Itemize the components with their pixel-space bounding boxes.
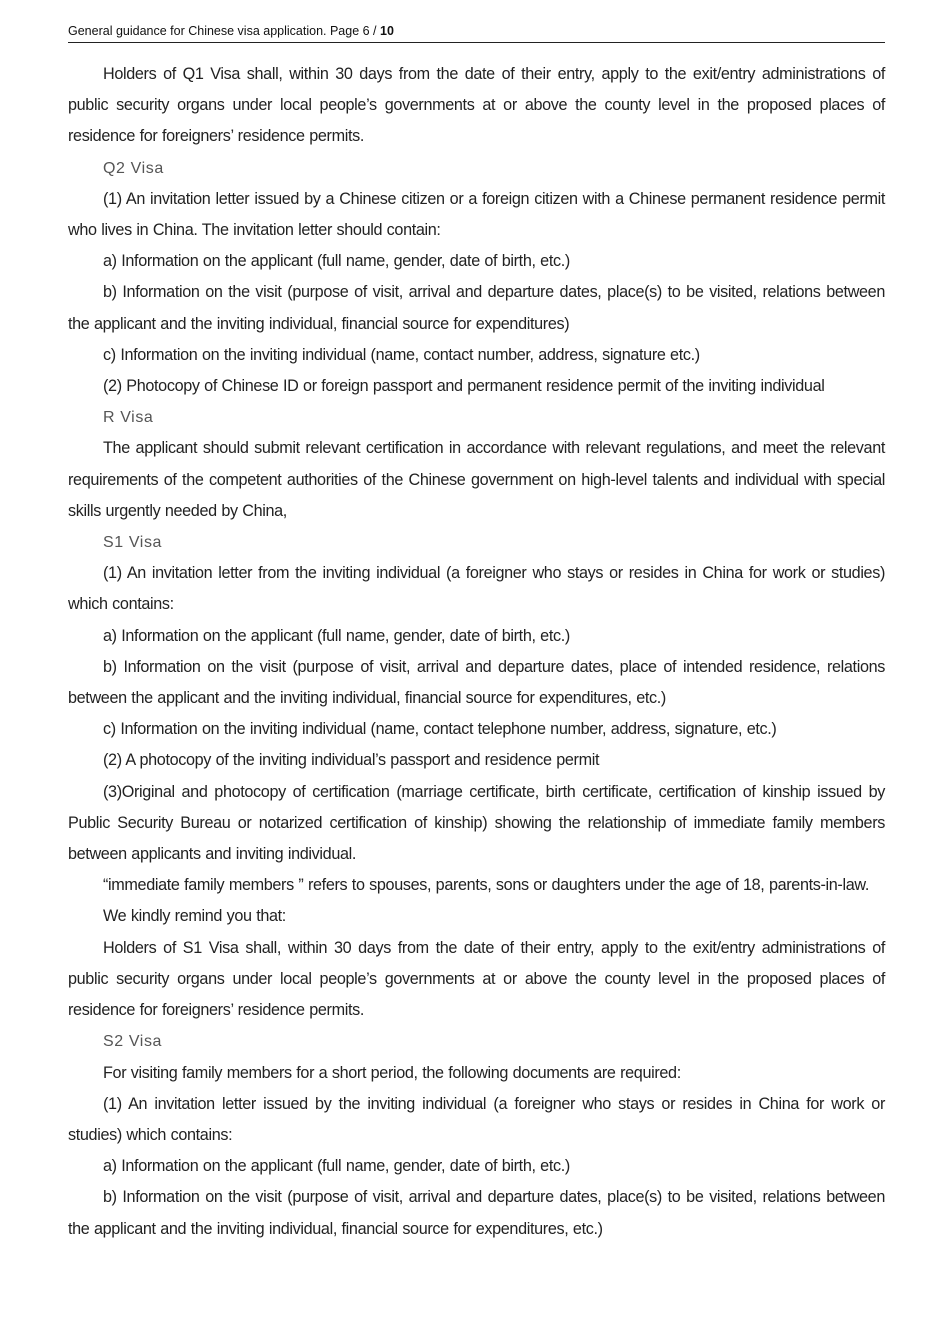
paragraph-q2-applicant-info: a) Information on the applicant (full name, gender, date of birth, etc.) (103, 252, 570, 271)
paragraph-q2-invitation: (1) An invitation letter issued by a Chinese citizen or a foreign citizen with a Chinese permanent residence permit who lives in China. The invitation letter should contain: (68, 189, 885, 240)
paragraph-s1-reminder-intro: We kindly remind you that: (103, 907, 286, 926)
section-heading-q2-visa: Q2 Visa (103, 159, 164, 177)
paragraph-r-certification: The applicant should submit relevant certification in accordance with relevant regulations, and meet the relevant requirements of the competent authorities of the Chinese government on high-level talents and individual with special skills urgently needed by China, (68, 439, 885, 520)
document-body (68, 59, 885, 1245)
paragraph-q1-reminder: Holders of Q1 Visa shall, within 30 days from the date of their entry, apply to the exit/entry administrations of public security organs under local people’s governments at or above the county level in the proposed places of residence for foreigners’ residence permits. (68, 65, 885, 146)
paragraph-s2-applicant-info: a) Information on the applicant (full name, gender, date of birth, etc.) (103, 1157, 570, 1176)
paragraph-s1-kinship-certification: (3)Original and photocopy of certification (marriage certificate, birth certificate, certification of kinship issued by Public Security Bureau or notarized certification of kinship) showing the relationship of immediate family members between applicants and inviting individual. (68, 782, 885, 864)
paragraph-q2-photocopy: (2) Photocopy of Chinese ID or foreign passport and permanent residence permit of the inviting individual (103, 377, 825, 396)
paragraph-s2-intro: For visiting family members for a short period, the following documents are required: (103, 1063, 681, 1082)
header-total-pages: 10 (380, 24, 394, 38)
section-heading-r-visa: R Visa (103, 409, 154, 427)
paragraph-s1-reminder: Holders of S1 Visa shall, within 30 days from the date of their entry, apply to the exit/entry administrations of public security organs under local people’s governments at or above the county level in the proposed places of residence for foreigners’ residence permits. (68, 938, 885, 1020)
section-heading-s2-visa: S2 Visa (103, 1033, 163, 1051)
paragraph-s2-invitation: (1) An invitation letter issued by the inviting individual (a foreigner who stays or resides in China for work or studies) which contains: (68, 1094, 885, 1144)
page-header (68, 22, 885, 43)
paragraph-q2-inviter-info: c) Information on the inviting individual (name, contact number, address, signature etc.) (103, 345, 700, 364)
paragraph-s1-applicant-info: a) Information on the applicant (full name, gender, date of birth, etc.) (103, 626, 570, 645)
paragraph-s1-visit-info: b) Information on the visit (purpose of visit, arrival and departure dates, place of intended residence, relations between the applicant and the inviting individual, financial source for expenditures, etc.) (68, 657, 885, 708)
paragraph-q2-visit-info: b) Information on the visit (purpose of visit, arrival and departure dates, place(s) to be visited, relations between the applicant and the inviting individual, financial source for expenditures) (68, 283, 885, 333)
paragraph-s1-inviter-info: c) Information on the inviting individual (name, contact telephone number, address, signature, etc.) (103, 720, 777, 739)
section-heading-s1-visa: S1 Visa (103, 534, 163, 552)
header-title: General guidance for Chinese visa application. Page 6 / (68, 24, 380, 38)
paragraph-s1-invitation: (1) An invitation letter from the inviting individual (a foreigner who stays or resides in China for work or studies) which contains: (68, 564, 885, 614)
paragraph-s2-visit-info: b) Information on the visit (purpose of visit, arrival and departure dates, place(s) to be visited, relations between the applicant and the inviting individual, financial source for expenditures, etc.) (68, 1188, 885, 1238)
paragraph-s1-passport-copy: (2) A photocopy of the inviting individual’s passport and residence permit (103, 751, 600, 770)
paragraph-s1-family-definition: “immediate family members ” refers to spouses, parents, sons or daughters under the age of 18, parents-in-law. (103, 876, 869, 895)
